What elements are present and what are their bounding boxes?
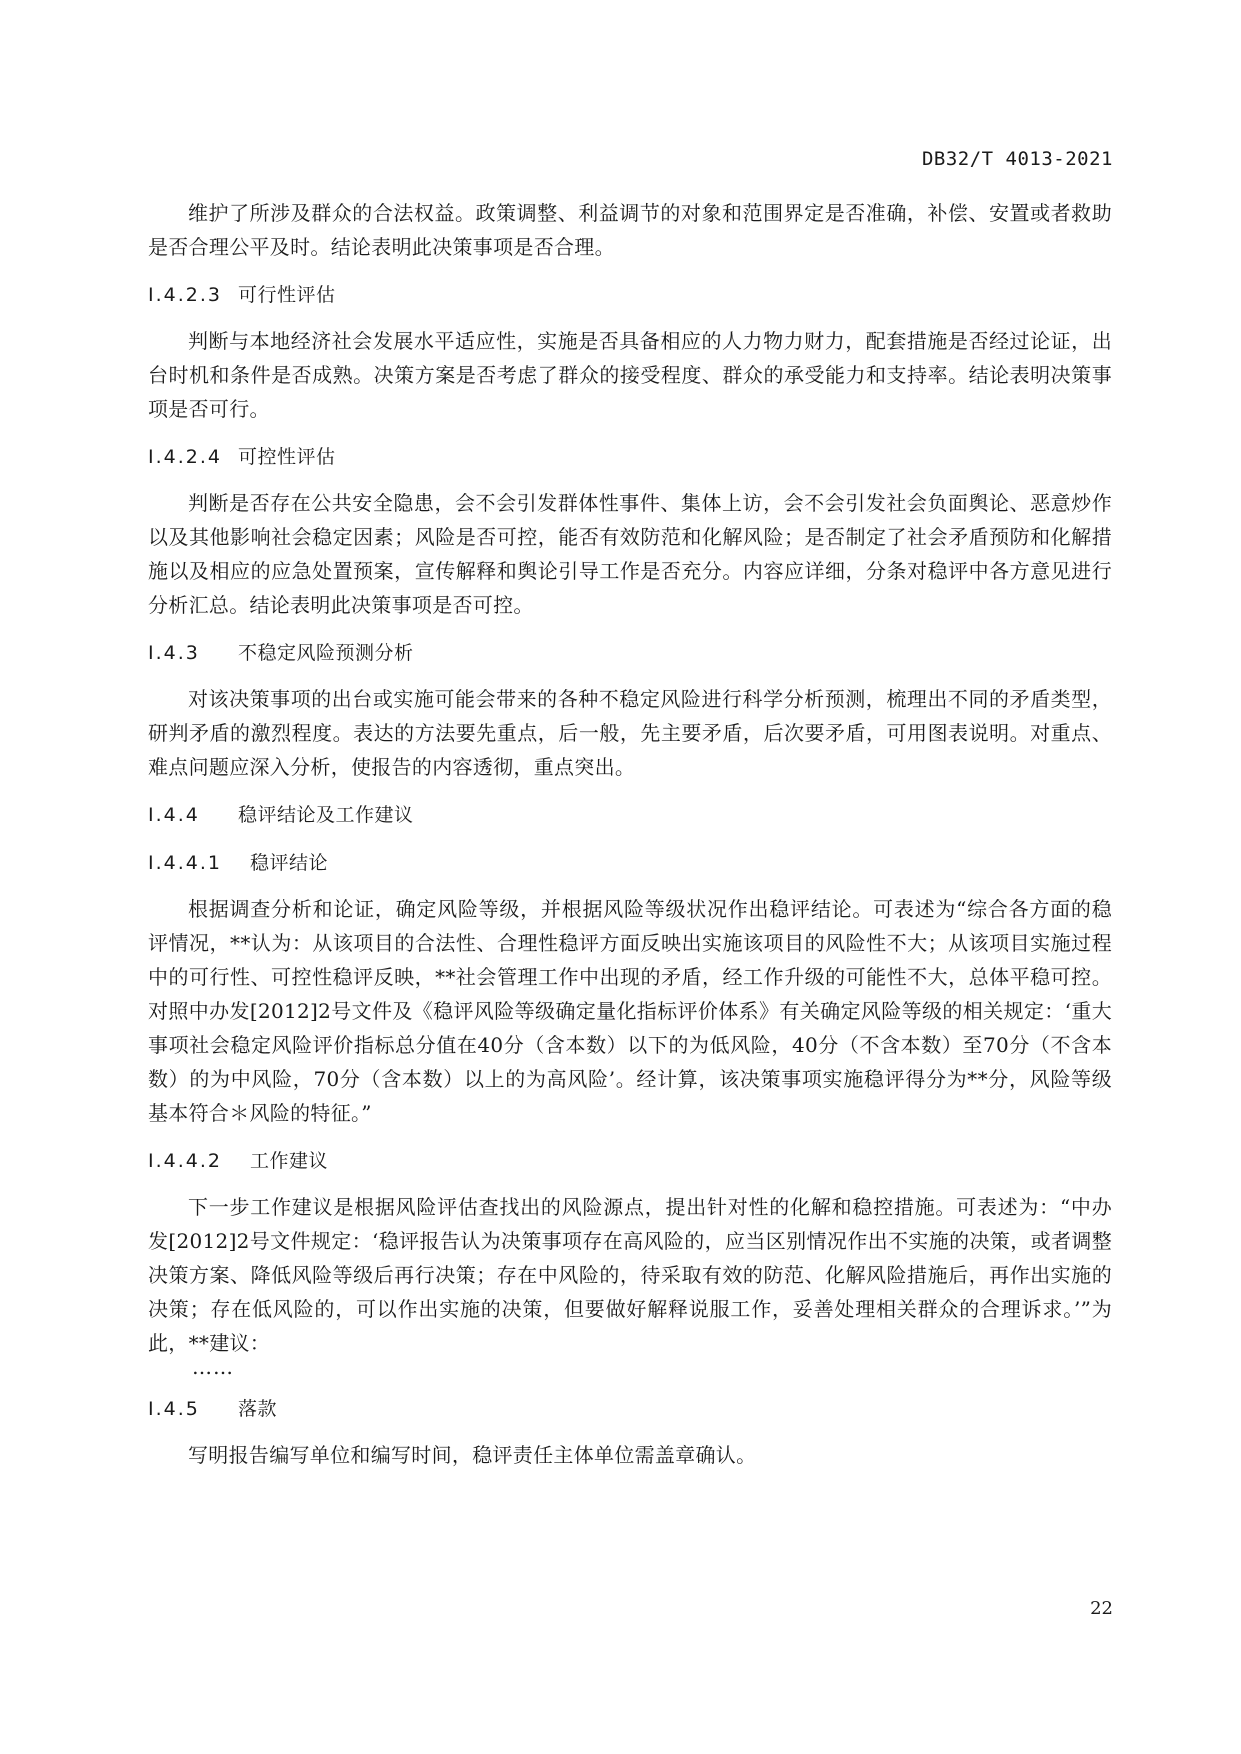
section-heading-1424 — [148, 440, 1112, 474]
section-title: 可行性评估 — [238, 284, 336, 306]
section-number: I.4.4 — [148, 804, 200, 826]
section-number: I.4.2.3 — [148, 284, 222, 306]
section-number: I.4.4.1 — [148, 852, 222, 874]
section-heading-1423 — [148, 278, 1112, 312]
section-title: 落款 — [238, 1398, 278, 1420]
intro-paragraph: 维护了所涉及群众的合法权益。政策调整、利益调节的对象和范围界定是否准确，补偿、安置或者救助是否合理公平及时。结论表明此决策事项是否合理。 — [148, 201, 1112, 259]
section-title: 可控性评估 — [238, 446, 336, 468]
section-number: I.4.3 — [148, 642, 200, 664]
section-title: 稳评结论 — [250, 852, 329, 874]
section-number: I.4.5 — [148, 1398, 200, 1420]
section-body-1424: 判断是否存在公共安全隐患，会不会引发群体性事件、集体上访，会不会引发社会负面舆论、恶意炒作以及其他影响社会稳定因素；风险是否可控，能否有效防范和化解风险；是否制定了社会矛盾预防和化解措施以及相应的应急处置预案，宣传解释和舆论引导工作是否充分。内容应详细，分条对稳评中各方意见进行分析汇总。结论表明此决策事项是否可控。 — [148, 491, 1112, 617]
section-body-143: 对该决策事项的出台或实施可能会带来的各种不稳定风险进行科学分析预测，梳理出不同的矛盾类型，研判矛盾的激烈程度。表达的方法要先重点，后一般，先主要矛盾，后次要矛盾，可用图表说明。对重点、难点问题应深入分析，使报告的内容透彻，重点突出。 — [148, 687, 1112, 779]
document-body — [148, 196, 1112, 1472]
section-body-145: 写明报告编写单位和编写时间，稳评责任主体单位需盖章确认。 — [188, 1443, 757, 1467]
section-heading-143 — [148, 636, 1112, 670]
section-body-1441: 根据调查分析和论证，确定风险等级，并根据风险等级状况作出稳评结论。可表述为“综合各方面的稳评情况，**认为：从该项目的合法性、合理性稳评方面反映出实施该项目的风险性不大；从该项目实施过程中的可行性、可控性稳评反映，**社会管理工作中出现的矛盾，经工作升级的可能性不大，总体平稳可控。对照中办发[2012]2号文件及《稳评风险等级确定量化指标评价体系》有关确定风险等级的相关规定：‘重大事项社会稳定风险评价指标总分值在40分（含本数）以下的为低风险，40分（不含本数）至70分（不含本数）的为中风险，70分（含本数）以上的为高风险’。经计算，该决策事项实施稳评得分为**分，风险等级基本符合＊风险的特征。” — [148, 897, 1112, 1125]
document-code: DB32/T 4013-2021 — [921, 148, 1113, 170]
section-heading-1441 — [148, 846, 1112, 880]
section-title: 稳评结论及工作建议 — [238, 804, 414, 826]
section-number: I.4.4.2 — [148, 1150, 222, 1172]
section-heading-1442 — [148, 1144, 1112, 1178]
section-body-1442: 下一步工作建议是根据风险评估查找出的风险源点，提出针对性的化解和稳控措施。可表述为：“中办发[2012]2号文件规定：‘稳评报告认为决策事项存在高风险的，应当区别情况作出不实施的决策，或者调整决策方案、降低风险等级后再行决策；存在中风险的，待采取有效的防范、化解风险措施后，再作出实施的决策；存在低风险的，可以作出实施的决策，但要做好解释说服工作，妥善处理相关群众的合理诉求。’”为此，**建议： — [148, 1195, 1112, 1355]
section-heading-144 — [148, 798, 1112, 832]
section-heading-145 — [148, 1392, 1112, 1426]
section-title: 工作建议 — [250, 1150, 329, 1172]
page-number: 22 — [1090, 1598, 1113, 1619]
section-body-1423: 判断与本地经济社会发展水平适应性，实施是否具备相应的人力物力财力，配套措施是否经过论证，出台时机和条件是否成熟。决策方案是否考虑了群众的接受程度、群众的承受能力和支持率。结论表明决策事项是否可行。 — [148, 329, 1112, 421]
ellipsis: …… — [192, 1355, 234, 1379]
section-number: I.4.2.4 — [148, 446, 222, 468]
section-title: 不稳定风险预测分析 — [238, 642, 414, 664]
